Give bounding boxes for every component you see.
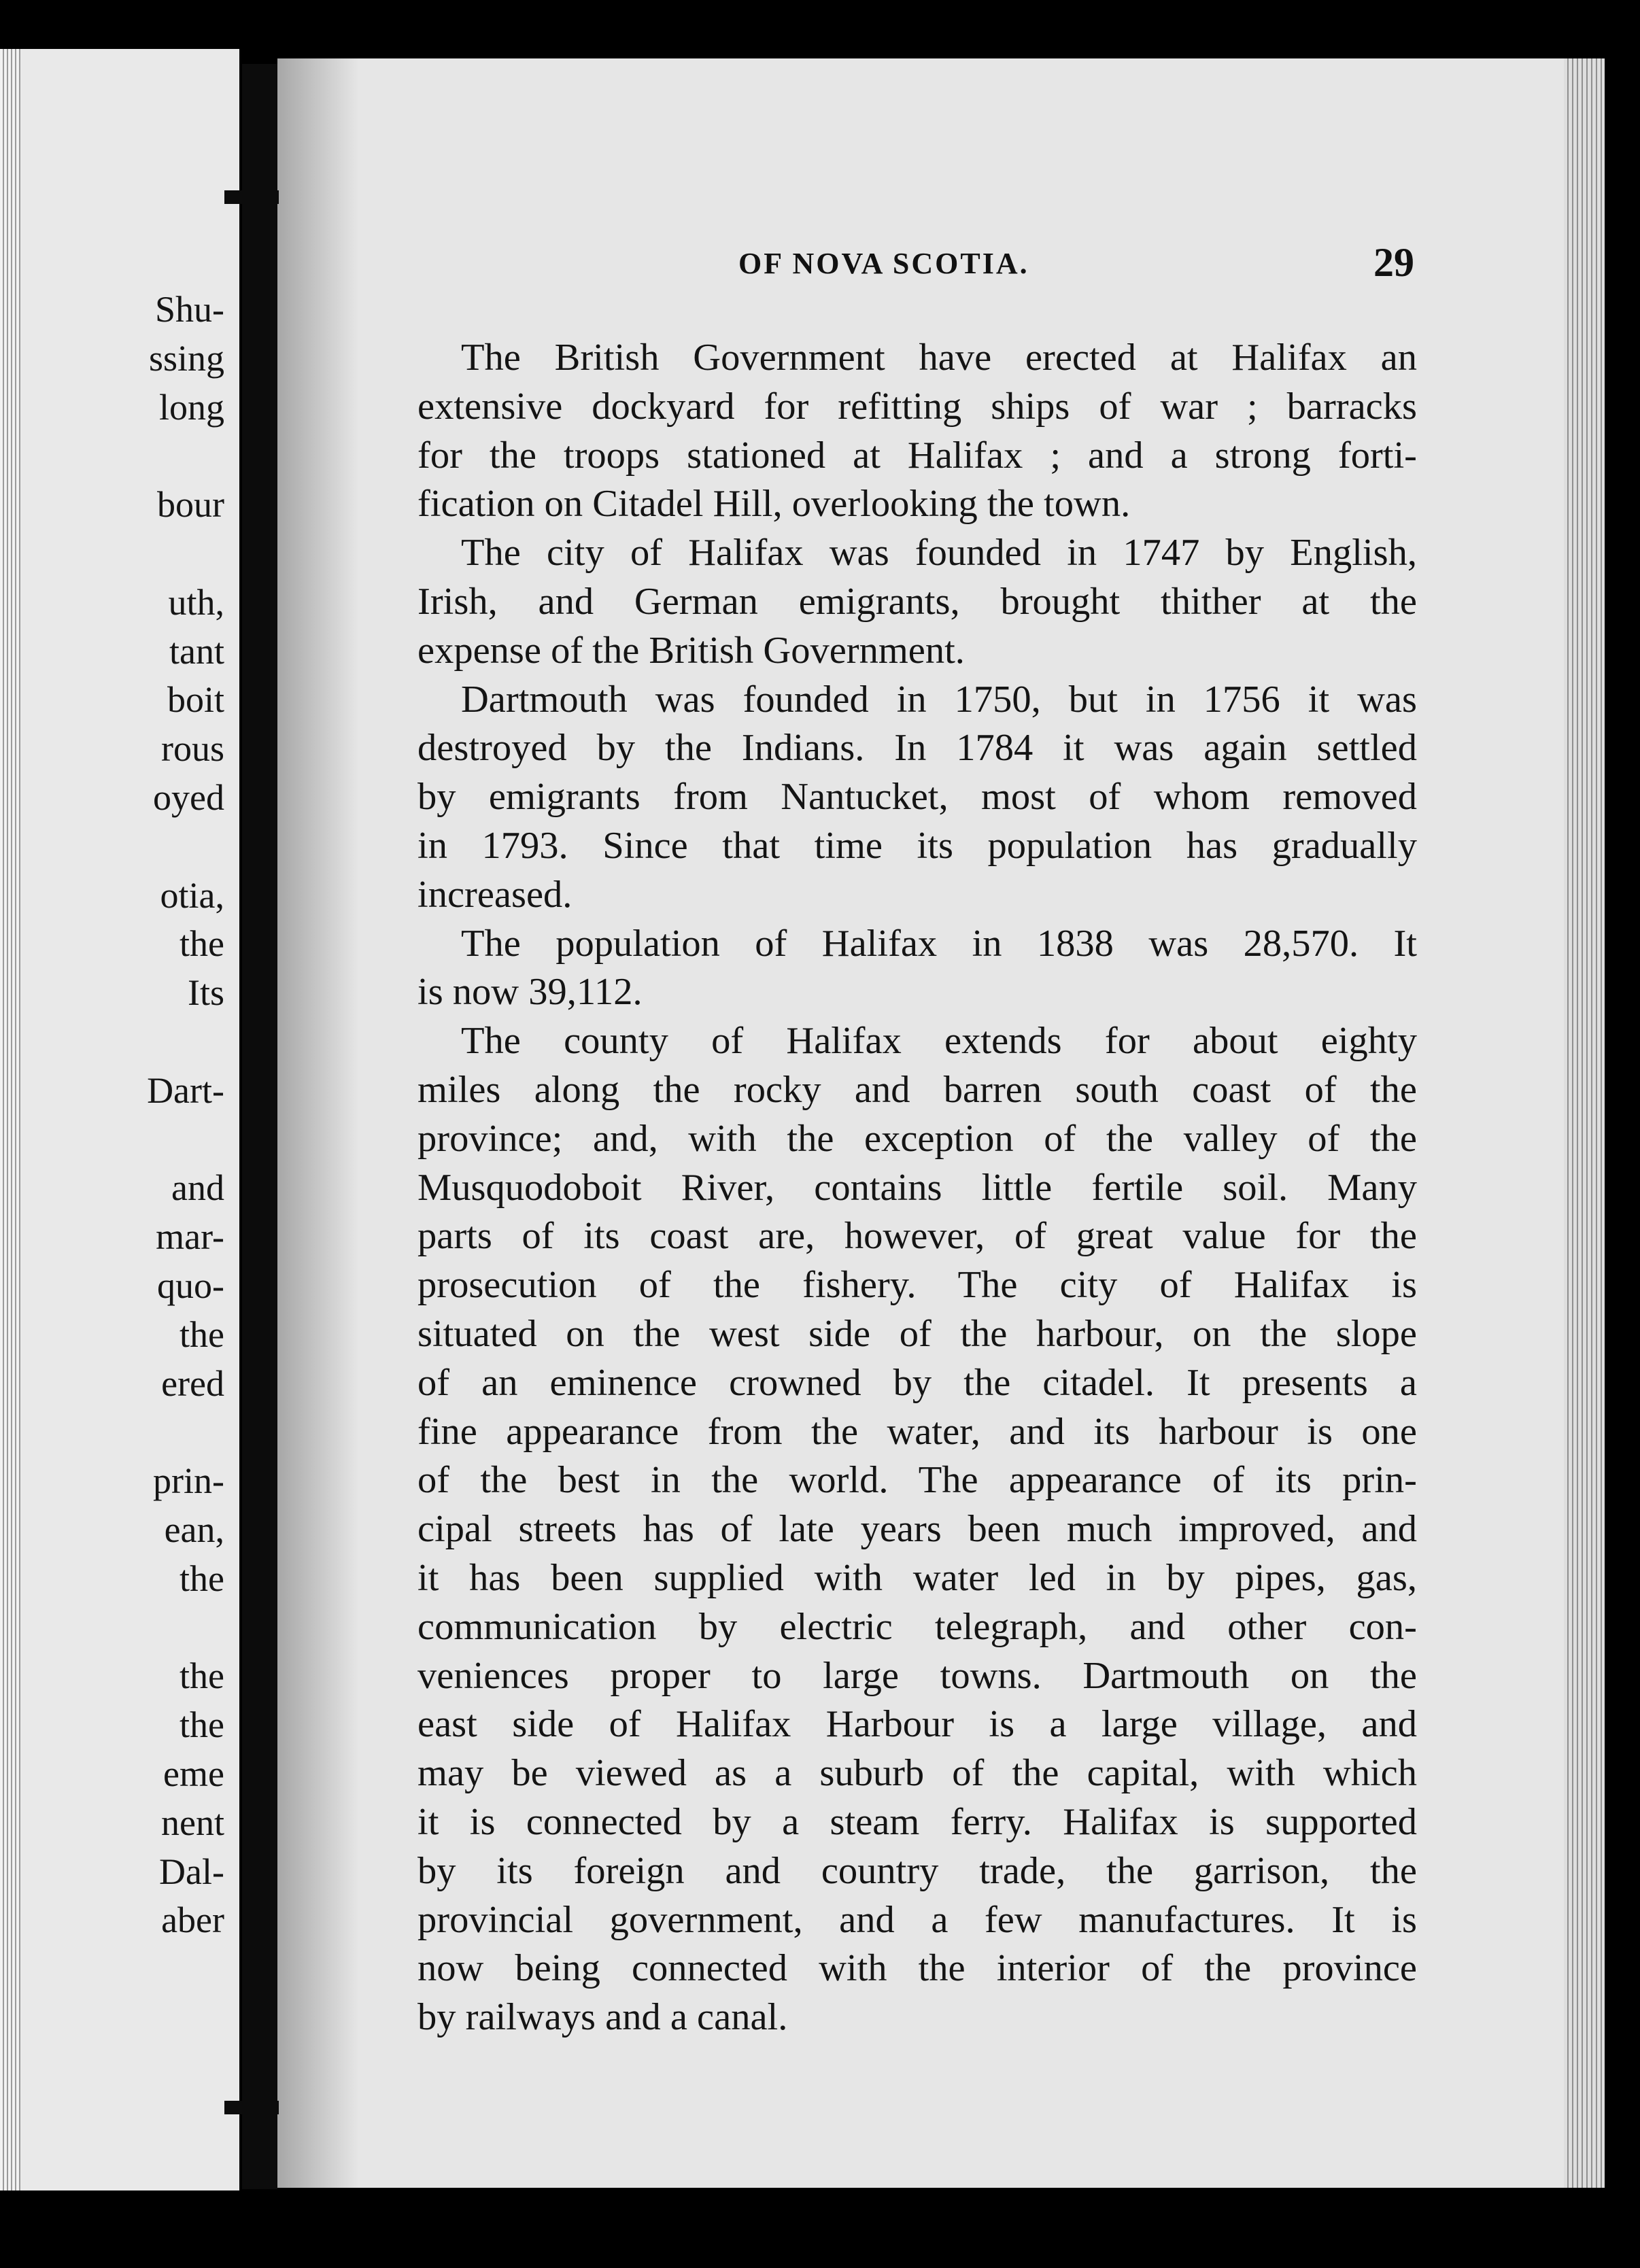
text-line: extensive dockyard for refitting ships of war ; barracks	[417, 385, 1417, 428]
text-line: now being connected with the interior of the province	[417, 1947, 1417, 1990]
text-line: by emigrants from Nantucket, most of whom removed	[417, 776, 1417, 819]
left-page-fragment: bour	[157, 484, 224, 526]
left-page-fragment	[0, 823, 224, 872]
text-line: destroyed by the Indians. In 1784 it was again settled	[417, 727, 1417, 770]
text-line: Musquodoboit River, contains little fertile soil. Many	[417, 1166, 1417, 1209]
left-page-fragment: prin-	[153, 1460, 224, 1502]
text-line: cipal streets has of late years been much improved, and	[417, 1508, 1417, 1551]
text-line: communication by electric telegraph, and other con-	[417, 1605, 1417, 1648]
text-line: The population of Halifax in 1838 was 28,570. It	[461, 922, 1417, 965]
left-page-fragment: nent	[161, 1802, 224, 1843]
left-page-fragment: mar-	[156, 1216, 224, 1258]
text-line: for the troops stationed at Halifax ; and a strong forti-	[417, 434, 1417, 477]
gutter-stitch-bottom	[224, 2101, 279, 2114]
text-line: expense of the British Government.	[417, 629, 965, 672]
left-page-fragment: ssing	[148, 337, 224, 379]
text-line: of the best in the world. The appearance of its prin-	[417, 1459, 1417, 1502]
left-page-fragment	[0, 432, 224, 481]
right-page-edge	[1564, 58, 1605, 2188]
scan-border-bottom	[0, 2190, 1640, 2268]
text-line: prosecution of the fishery. The city of Halifax is	[417, 1264, 1417, 1307]
left-page-text-fragments	[0, 286, 224, 2121]
left-page-fragment: ean,	[164, 1509, 224, 1550]
text-line: parts of its coast are, however, of great value for the	[417, 1215, 1417, 1258]
text-line: The British Government have erected at Halifax an	[461, 337, 1417, 379]
body-text	[417, 334, 1417, 2042]
left-page-fragment: Its	[188, 972, 224, 1014]
gutter-stitch-top	[224, 190, 279, 204]
left-page-fragment: eme	[163, 1753, 224, 1794]
left-page-fragment: Dart-	[147, 1069, 224, 1111]
text-line: provincial government, and a few manufactures. It is	[417, 1898, 1417, 1941]
left-page-fragment	[0, 1116, 224, 1165]
text-line: fine appearance from the water, and its harbour is one	[417, 1410, 1417, 1453]
left-page-fragment: Shu-	[154, 289, 224, 330]
text-line: situated on the west side of the harbour, on the slope	[417, 1312, 1417, 1355]
binding-shadow	[277, 58, 359, 2188]
left-page-fragment: oyed	[153, 776, 224, 818]
text-line: increased.	[417, 873, 573, 916]
text-line: of an eminence crowned by the citadel. It presents a	[417, 1361, 1417, 1404]
text-line: it is connected by a steam ferry. Halifax is supported	[417, 1800, 1417, 1843]
left-page-fragment	[0, 1604, 224, 1653]
book-gutter	[242, 64, 277, 2189]
left-page-fragment	[0, 1408, 224, 1457]
left-page-fragment: Dal-	[159, 1851, 224, 1892]
left-page-fragment: the	[180, 1704, 224, 1746]
left-page-fragment: otia,	[160, 874, 224, 916]
left-page-fragment: the	[180, 1655, 224, 1697]
text-line: it has been supplied with water led in by pipes, gas,	[417, 1556, 1417, 1599]
left-page-fragment: the	[180, 1558, 224, 1599]
text-line: is now 39,112.	[417, 971, 643, 1014]
text-line: The city of Halifax was founded in 1747 by English,	[461, 532, 1417, 574]
left-page-fragment: uth,	[168, 581, 224, 623]
text-line: in 1793. Since that time its population has gradually	[417, 824, 1417, 867]
text-line: The county of Halifax extends for about eighty	[461, 1020, 1417, 1063]
left-page-fragment: the	[180, 1313, 224, 1355]
left-page-fragment: quo-	[157, 1265, 224, 1306]
text-line: province; and, with the exception of the valley of the	[417, 1117, 1417, 1160]
text-line: veniences proper to large towns. Dartmouth on the	[417, 1654, 1417, 1697]
text-line: miles along the rocky and barren south coast of the	[417, 1068, 1417, 1111]
left-page-fragment: aber	[161, 1900, 224, 1941]
running-head: OF NOVA SCOTIA.	[738, 247, 1029, 280]
text-line: by railways and a canal.	[417, 1996, 788, 2039]
page-number: 29	[1373, 240, 1414, 285]
text-line: by its foreign and country trade, the garrison, the	[417, 1849, 1417, 1892]
text-line: Irish, and German emigrants, brought thither at the	[417, 580, 1417, 623]
left-page-fragment: tant	[169, 630, 224, 672]
left-page-fragment: the	[180, 923, 224, 965]
text-line: may be viewed as a suburb of the capital, with which	[417, 1752, 1417, 1795]
text-line: fication on Citadel Hill, overlooking the town.	[417, 483, 1131, 526]
left-page-fragment: rous	[161, 728, 224, 770]
text-line: east side of Halifax Harbour is a large village, and	[417, 1703, 1417, 1746]
left-page-fragment: boit	[167, 679, 224, 721]
left-page-fragment: and	[171, 1167, 224, 1209]
left-page-fragment: ered	[161, 1362, 224, 1404]
left-page-fragment	[0, 1018, 224, 1067]
left-page-fragment	[0, 530, 224, 579]
left-page-fragment: long	[158, 386, 224, 428]
text-line: Dartmouth was founded in 1750, but in 1756 it was	[461, 678, 1417, 721]
